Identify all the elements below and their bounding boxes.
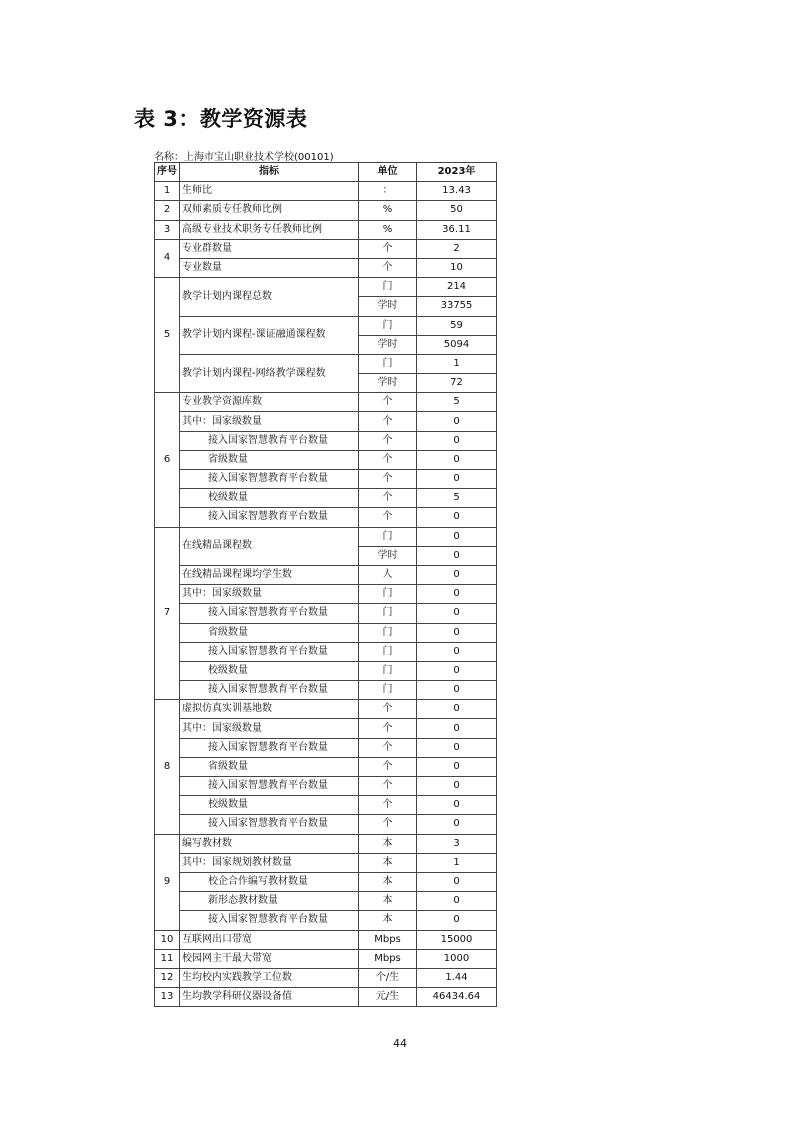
table-row <box>155 911 497 930</box>
table-row <box>155 182 497 201</box>
value-cell: 0 <box>417 585 497 604</box>
value-cell: 5094 <box>417 335 497 354</box>
table-row <box>155 393 497 412</box>
indicator-cell: 接入国家智慧教育平台数量 <box>180 508 359 527</box>
indicator-cell: 专业群数量 <box>180 239 359 258</box>
unit-cell: 个 <box>359 258 417 277</box>
value-cell: 0 <box>417 470 497 489</box>
indicator-cell: 接入国家智慧教育平台数量 <box>180 604 359 623</box>
row-number: 10 <box>155 930 180 949</box>
value-cell: 0 <box>417 661 497 680</box>
unit-cell: 个 <box>359 719 417 738</box>
indicator-cell: 高级专业技术职务专任教师比例 <box>180 220 359 239</box>
indicator-cell: 双师素质专任教师比例 <box>180 201 359 220</box>
value-cell: 3 <box>417 834 497 853</box>
value-cell: 0 <box>417 815 497 834</box>
unit-cell: 个 <box>359 757 417 776</box>
table-row <box>155 815 497 834</box>
indicator-cell: 专业教学资源库数 <box>180 393 359 412</box>
value-cell: 0 <box>417 431 497 450</box>
row-number: 11 <box>155 949 180 968</box>
value-cell: 0 <box>417 450 497 469</box>
indicator-cell: 接入国家智慧教育平台数量 <box>180 911 359 930</box>
unit-cell: 个 <box>359 412 417 431</box>
table-row <box>155 470 497 489</box>
unit-cell: 人 <box>359 565 417 584</box>
row-number: 6 <box>155 393 180 527</box>
indicator-cell: 校级数量 <box>180 661 359 680</box>
table-row <box>155 661 497 680</box>
indicator-cell: 专业数量 <box>180 258 359 277</box>
value-cell: 33755 <box>417 297 497 316</box>
table-row <box>155 949 497 968</box>
row-number: 2 <box>155 201 180 220</box>
indicator-cell: 接入国家智慧教育平台数量 <box>180 738 359 757</box>
table-row <box>155 278 497 297</box>
indicator-cell: 接入国家智慧教育平台数量 <box>180 642 359 661</box>
unit-cell: % <box>359 220 417 239</box>
value-cell: 0 <box>417 681 497 700</box>
unit-cell: 学时 <box>359 374 417 393</box>
unit-cell: 个 <box>359 393 417 412</box>
value-cell: 46434.64 <box>417 988 497 1007</box>
header-indicator: 指标 <box>180 163 359 182</box>
unit-cell: 门 <box>359 642 417 661</box>
indicator-cell: 接入国家智慧教育平台数量 <box>180 470 359 489</box>
row-number: 8 <box>155 700 180 834</box>
table-row <box>155 777 497 796</box>
indicator-cell: 其中：国家级数量 <box>180 719 359 738</box>
value-cell: 0 <box>417 565 497 584</box>
indicator-cell: 教学计划内课程-课证融通课程数 <box>180 316 359 354</box>
unit-cell: 个 <box>359 450 417 469</box>
table-row <box>155 565 497 584</box>
indicator-cell: 互联网出口带宽 <box>180 930 359 949</box>
value-cell: 72 <box>417 374 497 393</box>
value-cell: 15000 <box>417 930 497 949</box>
value-cell: 1.44 <box>417 968 497 987</box>
row-number: 5 <box>155 278 180 393</box>
header-unit: 单位 <box>359 163 417 182</box>
indicator-cell: 校级数量 <box>180 489 359 508</box>
table-row <box>155 450 497 469</box>
indicator-cell: 虚拟仿真实训基地数 <box>180 700 359 719</box>
row-number: 1 <box>155 182 180 201</box>
table-row <box>155 623 497 642</box>
value-cell: 59 <box>417 316 497 335</box>
unit-cell: 本 <box>359 834 417 853</box>
value-cell: 36.11 <box>417 220 497 239</box>
value-cell: 0 <box>417 796 497 815</box>
indicator-cell: 其中：国家级数量 <box>180 585 359 604</box>
unit-cell: 个 <box>359 777 417 796</box>
table-row <box>155 239 497 258</box>
value-cell: 0 <box>417 546 497 565</box>
value-cell: 5 <box>417 393 497 412</box>
table-row <box>155 508 497 527</box>
value-cell: 1000 <box>417 949 497 968</box>
table-row <box>155 604 497 623</box>
school-name-label: 名称：上海市宝山职业技术学校(00101) <box>154 152 334 163</box>
table-row <box>155 354 497 373</box>
table-row <box>155 220 497 239</box>
indicator-cell: 省级数量 <box>180 757 359 776</box>
value-cell: 0 <box>417 508 497 527</box>
unit-cell: Mbps <box>359 930 417 949</box>
table-row <box>155 431 497 450</box>
value-cell: 0 <box>417 642 497 661</box>
unit-cell: 学时 <box>359 297 417 316</box>
value-cell: 0 <box>417 604 497 623</box>
indicator-cell: 接入国家智慧教育平台数量 <box>180 431 359 450</box>
row-number: 12 <box>155 968 180 987</box>
row-number: 3 <box>155 220 180 239</box>
unit-cell: 本 <box>359 853 417 872</box>
unit-cell: ： <box>359 182 417 201</box>
row-number: 7 <box>155 527 180 700</box>
unit-cell: 个 <box>359 796 417 815</box>
table-row <box>155 853 497 872</box>
indicator-cell: 校级数量 <box>180 796 359 815</box>
unit-cell: 元/生 <box>359 988 417 1007</box>
header-no: 序号 <box>155 163 180 182</box>
indicator-cell: 省级数量 <box>180 623 359 642</box>
value-cell: 0 <box>417 719 497 738</box>
indicator-cell: 生师比 <box>180 182 359 201</box>
value-cell: 0 <box>417 527 497 546</box>
table-title: 表 3：教学资源表 <box>134 107 308 131</box>
indicator-cell: 其中：国家级数量 <box>180 412 359 431</box>
indicator-cell: 生均教学科研仪器设备值 <box>180 988 359 1007</box>
indicator-cell: 校园网主干最大带宽 <box>180 949 359 968</box>
unit-cell: 个 <box>359 738 417 757</box>
table-row <box>155 258 497 277</box>
indicator-cell: 在线精品课程课均学生数 <box>180 565 359 584</box>
table-row <box>155 757 497 776</box>
table-row <box>155 316 497 335</box>
table-row <box>155 527 497 546</box>
value-cell: 2 <box>417 239 497 258</box>
unit-cell: 个 <box>359 431 417 450</box>
table-row <box>155 201 497 220</box>
unit-cell: 个 <box>359 508 417 527</box>
value-cell: 1 <box>417 853 497 872</box>
indicator-cell: 在线精品课程数 <box>180 527 359 565</box>
unit-cell: 个 <box>359 489 417 508</box>
indicator-cell: 生均校内实践教学工位数 <box>180 968 359 987</box>
unit-cell: 个 <box>359 815 417 834</box>
value-cell: 10 <box>417 258 497 277</box>
table-row <box>155 642 497 661</box>
unit-cell: % <box>359 201 417 220</box>
table-row <box>155 796 497 815</box>
table-row <box>155 930 497 949</box>
value-cell: 0 <box>417 872 497 891</box>
value-cell: 0 <box>417 623 497 642</box>
indicator-cell: 新形态教材数量 <box>180 892 359 911</box>
table-row <box>155 489 497 508</box>
teaching-resource-table <box>154 162 497 1007</box>
indicator-cell: 接入国家智慧教育平台数量 <box>180 815 359 834</box>
value-cell: 1 <box>417 354 497 373</box>
indicator-cell: 其中：国家规划教材数量 <box>180 853 359 872</box>
table-row <box>155 834 497 853</box>
indicator-cell: 接入国家智慧教育平台数量 <box>180 681 359 700</box>
indicator-cell: 校企合作编写教材数量 <box>180 872 359 891</box>
unit-cell: 门 <box>359 585 417 604</box>
table-row <box>155 681 497 700</box>
value-cell: 0 <box>417 757 497 776</box>
table-row <box>155 892 497 911</box>
indicator-cell: 省级数量 <box>180 450 359 469</box>
unit-cell: 学时 <box>359 546 417 565</box>
table-row <box>155 738 497 757</box>
value-cell: 5 <box>417 489 497 508</box>
table-header-row <box>155 163 497 182</box>
unit-cell: 本 <box>359 911 417 930</box>
unit-cell: 门 <box>359 278 417 297</box>
value-cell: 13.43 <box>417 182 497 201</box>
value-cell: 0 <box>417 777 497 796</box>
unit-cell: 本 <box>359 892 417 911</box>
page-number: 44 <box>393 1037 407 1050</box>
table-row <box>155 872 497 891</box>
table-row <box>155 412 497 431</box>
unit-cell: 门 <box>359 527 417 546</box>
unit-cell: 门 <box>359 681 417 700</box>
unit-cell: 门 <box>359 604 417 623</box>
value-cell: 0 <box>417 911 497 930</box>
value-cell: 0 <box>417 700 497 719</box>
table-row <box>155 719 497 738</box>
unit-cell: 个 <box>359 700 417 719</box>
unit-cell: 个 <box>359 470 417 489</box>
unit-cell: Mbps <box>359 949 417 968</box>
unit-cell: 学时 <box>359 335 417 354</box>
indicator-cell: 编写教材数 <box>180 834 359 853</box>
indicator-cell: 教学计划内课程-网络教学课程数 <box>180 354 359 392</box>
unit-cell: 本 <box>359 872 417 891</box>
unit-cell: 门 <box>359 623 417 642</box>
row-number: 13 <box>155 988 180 1007</box>
table-row <box>155 988 497 1007</box>
header-year: 2023年 <box>417 163 497 182</box>
value-cell: 0 <box>417 412 497 431</box>
unit-cell: 门 <box>359 354 417 373</box>
unit-cell: 个/生 <box>359 968 417 987</box>
indicator-cell: 接入国家智慧教育平台数量 <box>180 777 359 796</box>
indicator-cell: 教学计划内课程总数 <box>180 278 359 316</box>
unit-cell: 个 <box>359 239 417 258</box>
table-row <box>155 968 497 987</box>
value-cell: 214 <box>417 278 497 297</box>
table-row <box>155 585 497 604</box>
unit-cell: 门 <box>359 661 417 680</box>
unit-cell: 门 <box>359 316 417 335</box>
table-row <box>155 700 497 719</box>
value-cell: 0 <box>417 892 497 911</box>
value-cell: 50 <box>417 201 497 220</box>
value-cell: 0 <box>417 738 497 757</box>
row-number: 9 <box>155 834 180 930</box>
row-number: 4 <box>155 239 180 277</box>
